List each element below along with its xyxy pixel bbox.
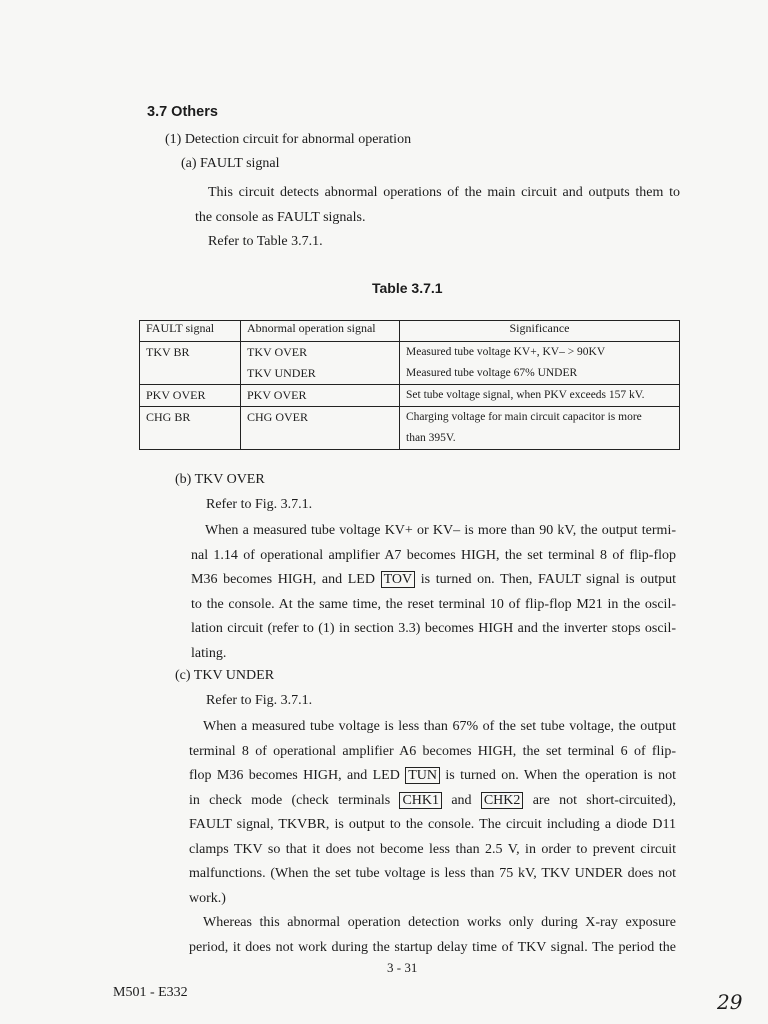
led-tov-label: TOV — [381, 571, 416, 588]
item-b-paragraph — [191, 519, 676, 666]
document-id: M501 - E332 — [113, 985, 188, 1000]
text-line: FAULT signal, TKVBR, is output to the console. The circuit including a diode D11 — [189, 817, 676, 832]
cell-text: TKV OVER — [247, 345, 308, 359]
item-b-heading: (b) TKV OVER — [175, 472, 265, 487]
item-c-heading: (c) TKV UNDER — [175, 668, 275, 683]
text-line: work.) — [189, 890, 226, 906]
text-line: the console as FAULT signals. — [195, 209, 366, 225]
text-run: and — [451, 792, 472, 808]
table-cell — [241, 385, 400, 407]
text-line: terminal 8 of operational amplifier A6 becomes HIGH, the set terminal 6 of flip- — [189, 743, 676, 759]
table-row — [140, 342, 680, 385]
table-cell — [140, 385, 241, 407]
table-cell — [140, 407, 241, 450]
item-c-paragraph — [189, 715, 676, 960]
text-line — [189, 789, 676, 814]
table-cell — [400, 342, 680, 385]
cell-text: PKV OVER — [247, 388, 307, 402]
table-header: FAULT signal — [140, 321, 241, 342]
item-a-heading: (a) FAULT signal — [181, 156, 280, 171]
cell-text: Set tube voltage signal, when PKV exceeds 157 kV. — [406, 389, 645, 401]
text-line: lating. — [191, 645, 227, 661]
cell-text: Charging voltage for main circuit capacitor is more — [406, 411, 642, 423]
text-line: to the console. At the same time, the reset terminal 10 of flip-flop M21 in the oscil- — [191, 596, 676, 612]
text-line: clamps TKV so that it does not become less than 2.5 V, in order to prevent circuit — [189, 841, 676, 857]
terminal-chk1-label: CHK1 — [399, 792, 442, 809]
item-a-paragraph — [195, 181, 680, 255]
cell-text: Measured tube voltage 67% UNDER — [406, 367, 578, 379]
page-number: 3 - 31 — [387, 960, 418, 975]
table-cell — [241, 342, 400, 385]
text-run: flop M36 becomes HIGH, and LED — [189, 768, 400, 783]
cell-text: TKV UNDER — [247, 366, 316, 380]
table-row — [140, 385, 680, 407]
item-1-heading: (1) Detection circuit for abnormal operation — [165, 132, 412, 147]
handwritten-page-number: 29 — [717, 990, 743, 1014]
table-cell — [241, 407, 400, 450]
table-header: Significance — [400, 321, 680, 342]
fault-signal-table — [139, 320, 680, 450]
cell-text: Measured tube voltage KV+, KV– > 90KV — [406, 346, 606, 358]
text-line: When a measured tube voltage KV+ or KV– is more than 90 kV, the output termi- — [205, 523, 676, 538]
item-b-refer: Refer to Fig. 3.7.1. — [206, 497, 313, 512]
text-line — [191, 568, 676, 593]
text-line: malfunctions. (When the set tube voltage is less than 75 kV, TKV UNDER does not — [189, 866, 676, 881]
table-cell — [400, 385, 680, 407]
table-header-row — [140, 321, 680, 342]
cell-text: than 395V. — [406, 432, 456, 444]
table-header: Abnormal operation signal — [241, 321, 400, 342]
led-tun-label: TUN — [405, 767, 440, 784]
text-run: in check mode (check terminals — [189, 792, 391, 808]
cell-text: PKV OVER — [146, 388, 206, 402]
text-run: is turned on. When the operation is not — [445, 768, 677, 783]
table-title: Table 3.7.1 — [372, 280, 443, 296]
item-c-refer: Refer to Fig. 3.7.1. — [206, 693, 313, 708]
section-title: 3.7 Others — [147, 104, 218, 120]
terminal-chk2-label: CHK2 — [481, 792, 524, 809]
text-line: lation circuit (refer to (1) in section 3.3) becomes HIGH and the inverter stops oscil- — [191, 621, 676, 636]
table-cell — [140, 342, 241, 385]
cell-text: CHG BR — [146, 410, 191, 424]
table-cell — [400, 407, 680, 450]
cell-text: CHG OVER — [247, 410, 309, 424]
text-run: is turned on. Then, FAULT signal is output — [420, 572, 677, 587]
text-run: M36 becomes HIGH, and LED — [191, 572, 375, 587]
text-line — [189, 764, 676, 789]
text-line: Refer to Table 3.7.1. — [208, 234, 323, 249]
text-line: This circuit detects abnormal operations of the main circuit and outputs them to — [208, 185, 680, 200]
cell-text: TKV BR — [146, 345, 190, 359]
table-row — [140, 407, 680, 450]
text-run: are not short-circuited), — [532, 792, 677, 808]
text-line: Whereas this abnormal operation detection works only during X-ray exposure — [203, 915, 676, 930]
text-line: When a measured tube voltage is less than 67% of the set tube voltage, the output — [203, 719, 676, 734]
text-line: nal 1.14 of operational amplifier A7 becomes HIGH, the set terminal 8 of flip-flop — [191, 547, 676, 563]
text-line: period, it does not work during the startup delay time of TKV signal. The period the — [189, 939, 676, 955]
